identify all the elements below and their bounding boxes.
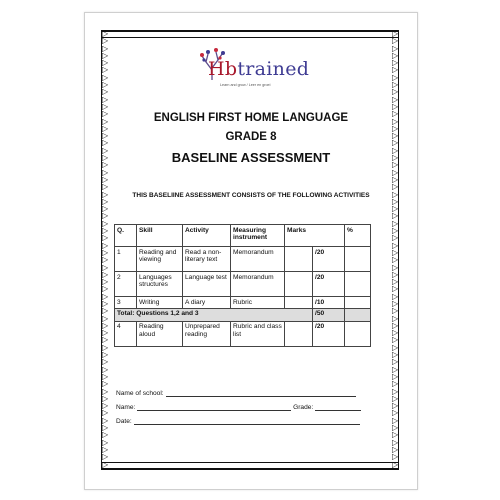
grade-line[interactable]: [315, 403, 361, 411]
total-marks: /50: [313, 308, 345, 321]
name-line[interactable]: [137, 403, 291, 411]
cell-mark-entry: [285, 272, 313, 297]
total-label: Total: Questions 1,2 and 3: [115, 308, 313, 321]
cell-marks-total: /20: [313, 321, 345, 346]
cell-instrument: Memorandum: [231, 247, 285, 272]
date-line[interactable]: [134, 417, 360, 425]
table-total-row: [115, 308, 371, 321]
assessment-title: BASELINE ASSESSMENT: [171, 150, 331, 165]
table-row: [115, 272, 371, 297]
cell-q: 1: [115, 247, 137, 272]
cell-percent: [345, 272, 371, 297]
col-header-percent: %: [345, 225, 371, 247]
cell-skill: Writing: [137, 297, 183, 309]
cell-q: 2: [115, 272, 137, 297]
activities-table: [114, 224, 371, 347]
border-right: [392, 30, 399, 470]
logo-wordmark: [208, 58, 309, 80]
cell-mark-entry: [285, 247, 313, 272]
cell-skill: Languages structures: [137, 272, 183, 297]
logo-suffix: trained: [237, 58, 310, 80]
intro-text: THIS BASELIINE ASSESSMENT CONSISTS OF THE FOLLOWING ACTIVITIES: [132, 192, 370, 199]
grade-label: Grade:: [293, 404, 314, 411]
cell-marks-total: /20: [313, 272, 345, 297]
logo-prefix: Hb: [208, 58, 238, 80]
cell-instrument: Rubric: [231, 297, 285, 309]
cell-instrument: Memorandum: [231, 272, 285, 297]
cell-activity: Unprepared reading: [183, 321, 231, 346]
cell-skill: Reading and viewing: [137, 247, 183, 272]
cell-marks-total: /10: [313, 297, 345, 309]
table-header-row: [115, 225, 371, 247]
grade-title: GRADE 8: [225, 131, 277, 143]
cell-q: 3: [115, 297, 137, 309]
date-label: Date:: [116, 418, 132, 425]
col-header-q: Q.: [115, 225, 137, 247]
border-pattern: ▷ ▷ ▷ ▷ ▷ ▷ ▷ ▷ ▷ ▷ ▷ ▷ ▷ ▷ ▷ ▷ ▷ ▷ ▷ ▷ ▷ ▷ ▷ ▷ ▷ ▷ ▷ ▷ ▷ ▷ ▷ ▷ ▷ ▷ ▷ ▷ ▷ ▷ ▷ ▷ ▷ ▷ ▷ ▷ ▷ ▷ ▷ ▷ ▷ ▷ ▷ ▷ ▷ ▷ ▷ ▷ ▷ ▷ ▷ ▷: [392, 30, 399, 469]
school-line[interactable]: [166, 389, 356, 397]
border-pattern: ▷ ▷ ▷ ▷ ▷ ▷ ▷ ▷ ▷ ▷ ▷ ▷ ▷ ▷ ▷ ▷ ▷ ▷ ▷ ▷ ▷ ▷ ▷ ▷ ▷ ▷ ▷ ▷ ▷ ▷ ▷ ▷ ▷ ▷ ▷ ▷ ▷ ▷ ▷ ▷ ▷ ▷ ▷ ▷ ▷ ▷ ▷ ▷ ▷ ▷ ▷ ▷ ▷ ▷ ▷ ▷ ▷ ▷ ▷ ▷: [102, 30, 108, 469]
table-row: [115, 297, 371, 309]
col-header-activity: Activity: [183, 225, 231, 247]
cell-mark-entry: [285, 297, 313, 309]
col-header-skill: Skill: [137, 225, 183, 247]
school-field: [116, 389, 356, 397]
cell-instrument: Rubric and class list: [231, 321, 285, 346]
cell-activity: Language test: [183, 272, 231, 297]
logo-tagline: Learn and grow / Leer en groei: [220, 83, 271, 87]
total-percent: [345, 308, 371, 321]
col-header-marks: Marks: [285, 225, 345, 247]
hbtrained-logo: [194, 50, 314, 95]
cell-marks-total: /20: [313, 247, 345, 272]
subject-title: ENGLISH FIRST HOME LANGUAGE: [153, 112, 349, 124]
name-grade-field: [116, 403, 361, 411]
table-row: [115, 247, 371, 272]
cell-percent: [345, 247, 371, 272]
table-row: [115, 321, 371, 346]
cell-activity: Read a non-literary text: [183, 247, 231, 272]
name-label: Name:: [116, 404, 136, 411]
date-field: [116, 417, 360, 425]
cell-activity: A diary: [183, 297, 231, 309]
cell-percent: [345, 297, 371, 309]
col-header-instrument: Measuring instrument: [231, 225, 285, 247]
border-bottom: [101, 462, 399, 470]
cell-skill: Reading aloud: [137, 321, 183, 346]
border-top: [101, 30, 399, 38]
cell-mark-entry: [285, 321, 313, 346]
border-left: [101, 30, 108, 470]
cell-q: 4: [115, 321, 137, 346]
school-label: Name of school:: [116, 390, 164, 397]
cell-percent: [345, 321, 371, 346]
